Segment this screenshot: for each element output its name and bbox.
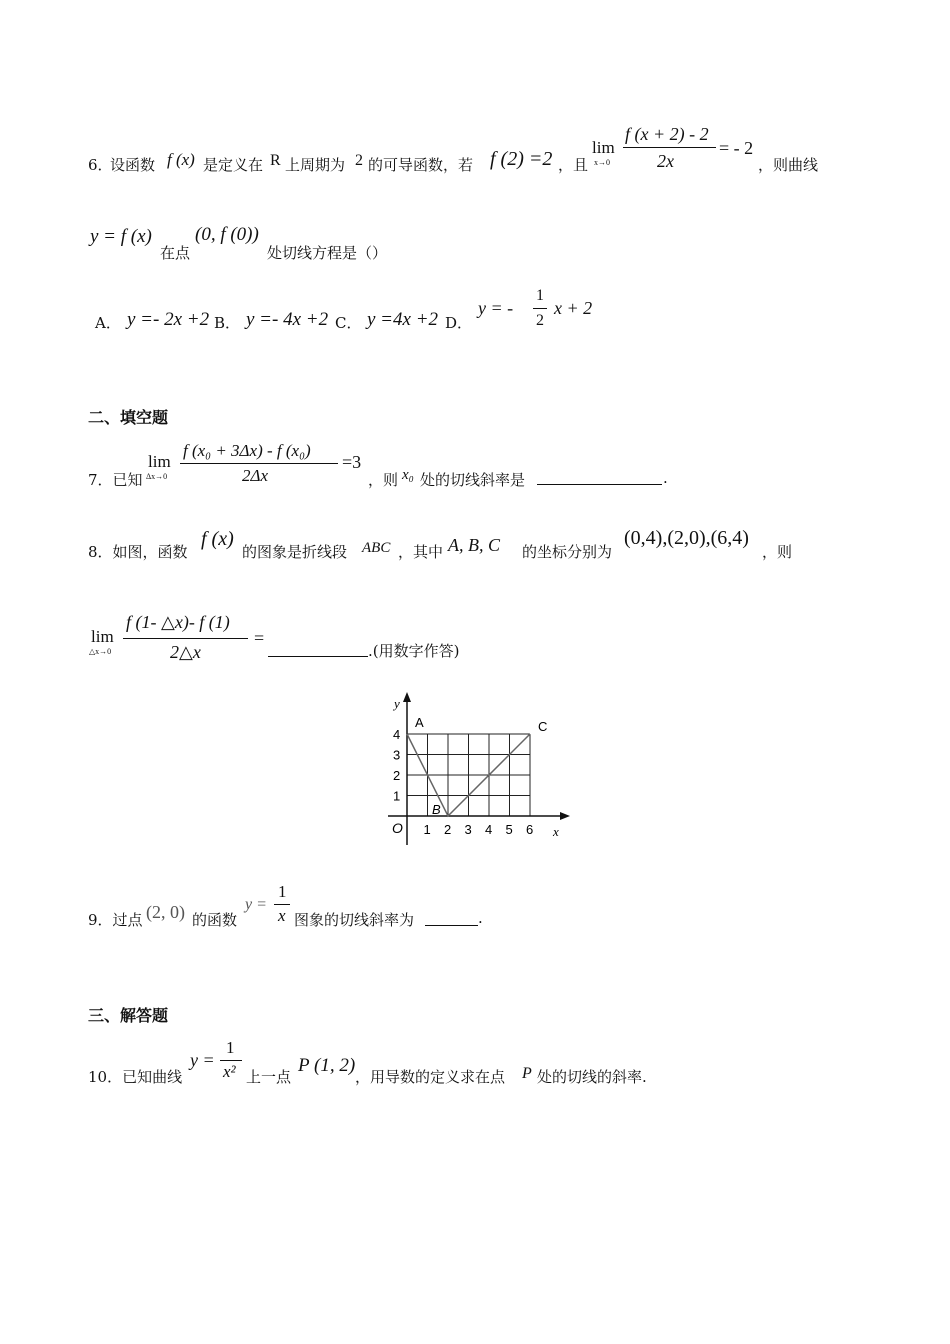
q8-note: .(用数字作答) bbox=[368, 642, 460, 660]
q8-answer-blank bbox=[268, 656, 368, 657]
q6-text: ，则曲线 bbox=[758, 156, 819, 174]
y-axis-label: y bbox=[394, 696, 400, 711]
q6-text: 是定义在 bbox=[203, 156, 264, 174]
q6-option-c-label: C． bbox=[335, 314, 362, 332]
q7-lim-sub: Δx→0 bbox=[146, 472, 168, 481]
graph-tick-labels bbox=[393, 727, 533, 837]
y-tick-label: 1 bbox=[393, 788, 401, 804]
q10-point-p: P (1, 2) bbox=[298, 1055, 356, 1076]
q6-option-b: y =- 4x +2 bbox=[246, 309, 329, 330]
q9-frac-denominator: x bbox=[278, 906, 286, 925]
q7-text: 处的切线斜率是 bbox=[420, 471, 526, 489]
x-tick-label: 1 bbox=[423, 822, 431, 837]
q7-period: . bbox=[663, 469, 668, 487]
q9-y: y = bbox=[245, 896, 267, 913]
section-heading-answer: 三、解答题 bbox=[88, 1006, 169, 1025]
q6-option-c: y =4x +2 bbox=[367, 309, 439, 330]
point-label-b: B bbox=[432, 802, 441, 817]
q6-option-d-right: x + 2 bbox=[554, 298, 593, 318]
q8-number: 8．如图，函数 bbox=[88, 543, 188, 561]
q6-option-d-fraction-bar bbox=[533, 308, 547, 309]
q6-rhs: = - 2 bbox=[719, 138, 754, 158]
q10-number: 10．已知曲线 bbox=[88, 1068, 183, 1086]
q6-option-d-label: D． bbox=[445, 314, 473, 332]
graph-grid bbox=[407, 734, 530, 816]
x-tick-label: 3 bbox=[464, 822, 472, 837]
q9-text: 的函数 bbox=[192, 911, 238, 929]
q10-y: y = bbox=[190, 1050, 215, 1070]
q7-rhs: =3 bbox=[342, 452, 362, 472]
x-axis-arrow-icon bbox=[560, 812, 570, 820]
q7-numerator: f (x₀ + 3Δx) - f (x₀) bbox=[183, 441, 311, 460]
q6-option-d-left: y = - bbox=[478, 298, 514, 318]
origin-label: O bbox=[392, 820, 403, 836]
q8-coordinates: (0,4),(2,0),(6,4) bbox=[624, 527, 749, 549]
point-label-c: C bbox=[538, 719, 548, 734]
x-tick-label: 4 bbox=[485, 822, 493, 837]
q6-lim: lim bbox=[592, 138, 615, 157]
q9-text: 图象的切线斜率为 bbox=[294, 911, 415, 929]
q6-option-d-denominator: 2 bbox=[536, 312, 544, 329]
y-tick-label: 2 bbox=[393, 768, 401, 783]
q6-fraction-bar bbox=[623, 147, 716, 148]
q6-numerator: f (x + 2) - 2 bbox=[625, 124, 709, 144]
q6-fx: f (x) bbox=[167, 150, 195, 169]
q9-point: (2, 0) bbox=[146, 902, 185, 922]
q8-text: 的图象是折线段 bbox=[242, 543, 348, 561]
q9-fraction-bar bbox=[274, 904, 290, 905]
q8-text: ，其中 bbox=[398, 543, 444, 561]
q6-text: 处切线方程是（） bbox=[267, 244, 388, 262]
q7-number: 7．已知 bbox=[88, 471, 143, 489]
q6-denominator: 2x bbox=[657, 151, 674, 171]
q6-option-a-label: A． bbox=[95, 314, 121, 332]
q8-fx: f (x) bbox=[201, 528, 234, 550]
q8-lim: lim bbox=[91, 627, 114, 646]
q6-curve: y = f (x) bbox=[90, 226, 152, 247]
y-axis-arrow-icon bbox=[403, 692, 411, 702]
q7-text: ，则 bbox=[368, 471, 399, 489]
q6-option-a: y =- 2x +2 bbox=[127, 309, 210, 330]
q9-period: . bbox=[478, 909, 483, 927]
q7-denominator: 2Δx bbox=[242, 466, 269, 485]
q8-fraction-bar bbox=[123, 638, 248, 639]
q6-point: (0, f (0)) bbox=[195, 224, 259, 245]
q9-number: 9．过点 bbox=[88, 911, 143, 929]
q6-option-d-numerator: 1 bbox=[536, 287, 544, 304]
q6-text: 设函数 bbox=[110, 156, 156, 174]
q7-fraction-bar bbox=[180, 463, 338, 464]
q6-text: 在点 bbox=[160, 244, 191, 262]
q6-text: ，且 bbox=[558, 156, 589, 174]
q8-abc: ABC bbox=[362, 540, 391, 556]
q10-text: 处的切线的斜率. bbox=[537, 1068, 647, 1086]
q8-text: ，则 bbox=[762, 543, 793, 561]
q6-text: 上周期为 bbox=[285, 156, 346, 174]
y-tick-label: 4 bbox=[393, 727, 401, 742]
q7-lim: lim bbox=[148, 452, 171, 471]
q10-fraction-bar bbox=[220, 1060, 242, 1061]
q6-two: 2 bbox=[355, 152, 363, 169]
q8-points: A, B, C bbox=[448, 535, 500, 555]
q10-text: ，用导数的定义求在点 bbox=[355, 1068, 506, 1086]
q8-lim-sub: △x→0 bbox=[89, 647, 112, 656]
q8-rhs: = bbox=[254, 628, 265, 648]
x-tick-label: 2 bbox=[444, 822, 452, 837]
polyline-graph-figure bbox=[380, 690, 580, 850]
q10-text: 上一点 bbox=[246, 1068, 292, 1086]
q10-frac-numerator: 1 bbox=[226, 1038, 235, 1057]
q6-R: R bbox=[270, 152, 281, 169]
q8-text: 的坐标分别为 bbox=[522, 543, 613, 561]
q6-lim-sub: x→0 bbox=[594, 158, 610, 167]
q7-x0: x₀ bbox=[402, 467, 414, 483]
q8-numerator: f (1- △x)- f (1) bbox=[126, 612, 230, 632]
q6-text: 的可导函数，若 bbox=[368, 156, 474, 174]
point-label-a: A bbox=[415, 715, 424, 730]
x-tick-label: 6 bbox=[526, 822, 534, 837]
q6-f2: f (2) =2 bbox=[490, 148, 553, 170]
y-tick-label: 3 bbox=[393, 747, 401, 763]
q10-p-inline: P bbox=[522, 1065, 532, 1082]
q9-answer-blank bbox=[425, 925, 478, 926]
q10-frac-denominator: x² bbox=[223, 1062, 236, 1081]
q6-number: 6． bbox=[88, 156, 113, 174]
x-axis-label: x bbox=[553, 824, 559, 839]
q9-frac-numerator: 1 bbox=[278, 882, 287, 901]
q7-answer-blank bbox=[537, 484, 662, 485]
q8-denominator: 2△x bbox=[170, 642, 201, 662]
section-heading-fill-in: 二、填空题 bbox=[88, 408, 169, 427]
q6-option-b-label: B． bbox=[214, 314, 241, 332]
x-tick-label: 5 bbox=[505, 822, 513, 837]
